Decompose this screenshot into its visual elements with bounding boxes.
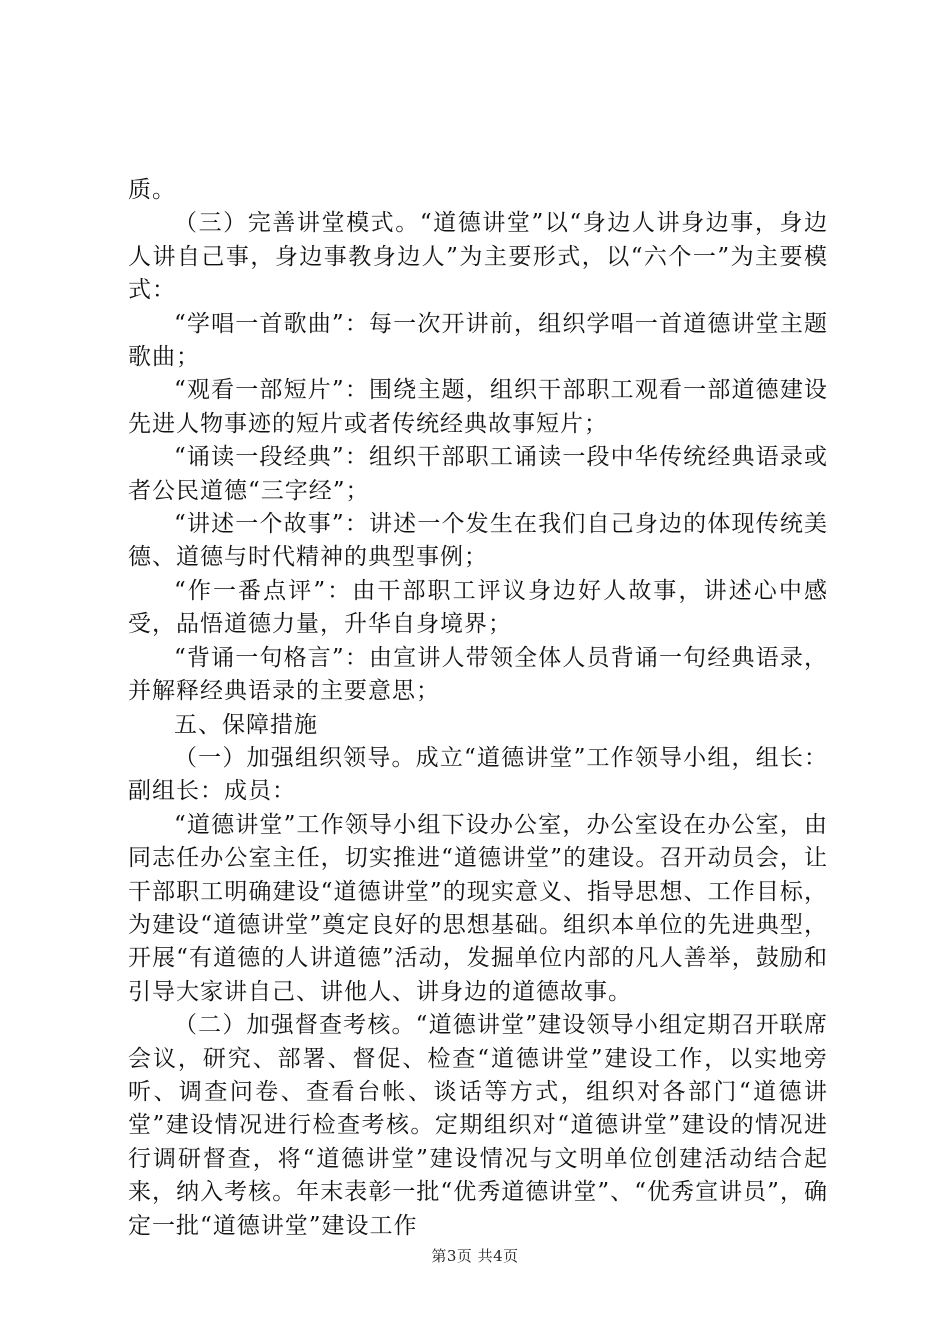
paragraph-sing-song: “学唱一首歌曲”：每一次开讲前，组织学唱一首道德讲堂主题歌曲； — [128, 310, 828, 371]
paragraph-recite-motto: “背诵一句格言”：由宣讲人带领全体人员背诵一句经典语录，并解释经典语录的主要意思； — [128, 644, 828, 705]
paragraph-comment: “作一番点评”：由干部职工评议身边好人故事，讲述心中感受，品悟道德力量，升华自身境界； — [128, 577, 828, 638]
paragraph-lecture-mode: （三）完善讲堂模式。“道德讲堂”以“身边人讲身边事，身边人讲自己事，身边事教身边人”为主要形式，以“六个一”为主要模式： — [128, 210, 828, 304]
paragraph-office: “道德讲堂”工作领导小组下设办公室，办公室设在办公室，由同志任办公室主任，切实推进“道德讲堂”的建设。召开动员会，让干部职工明确建设“道德讲堂”的现实意义、指导思想、工作目标，为建设“道德讲堂”奠定良好的思想基础。组织本单位的先进典型，开展“有道德的人讲道德”活动，发掘单位内部的凡人善举，鼓励和引导大家讲自己、讲他人、讲身边的道德故事。 — [128, 811, 828, 1005]
section-heading-safeguards: 五、保障措施 — [174, 711, 318, 738]
paragraph-tell-story: “讲述一个故事”：讲述一个发生在我们自己身边的体现传统美德、道德与时代精神的典型事例； — [128, 511, 828, 571]
paragraph-continuation: 质。 — [128, 177, 176, 203]
paragraph-supervision: （二）加强督查考核。“道德讲堂”建设领导小组定期召开联席会议，研究、部署、督促、检查“道德讲堂”建设工作，以实地旁听、调查问卷、查看台帐、谈话等方式，组织对各部门“道德讲堂”建设情况进行检查考核。定期组织对“道德讲堂”建设的情况进行调研督查，将“道德讲堂”建设情况与文明单位创建活动结合起来，纳入考核。年末表彰一批“优秀道德讲堂”、“优秀宣讲员”，确定一批“道德讲堂”建设工作 — [128, 1012, 828, 1239]
document-body — [128, 174, 828, 1243]
paragraph-organization-leadership: （一）加强组织领导。成立“道德讲堂”工作领导小组，组长：副组长：成员： — [128, 744, 828, 805]
paragraph-watch-film: “观看一部短片”：围绕主题，组织干部职工观看一部道德建设先进人物事迹的短片或者传统经典故事短片； — [128, 377, 828, 437]
paragraph-read-classic: “诵读一段经典”：组织干部职工诵读一段中华传统经典语录或者公民道德“三字经”； — [128, 444, 828, 504]
page-footer: 第3页 共4页 — [431, 1247, 519, 1265]
